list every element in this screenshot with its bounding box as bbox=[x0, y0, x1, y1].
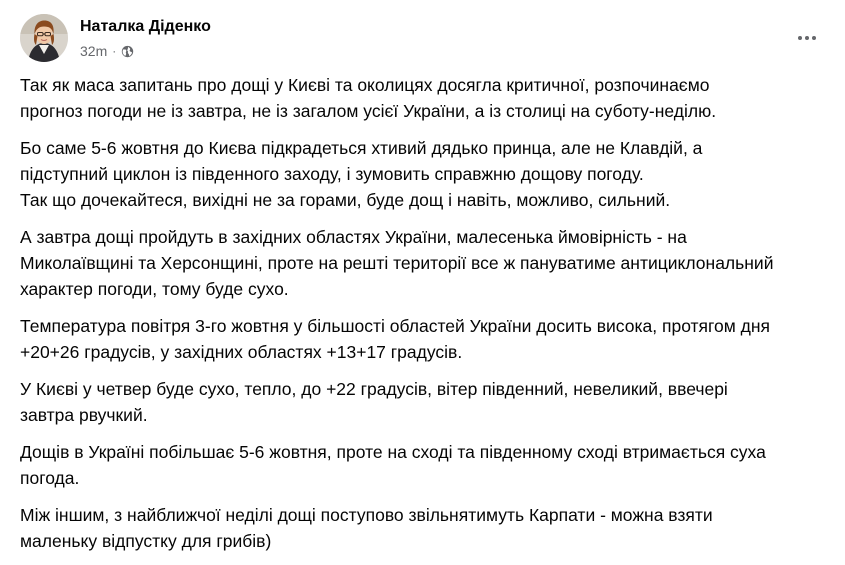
post-header bbox=[20, 14, 825, 62]
post-text bbox=[20, 72, 830, 565]
author-avatar[interactable] bbox=[20, 14, 68, 62]
meta-separator: · bbox=[112, 44, 117, 58]
post-text-line: А завтра дощі пройдуть в західних областях України, малесенька ймовірність - на bbox=[20, 227, 687, 247]
post-text-line: прогноз погоди не із завтра, не із загалом усієї України, а із столиці на суботу-неділю. bbox=[20, 101, 717, 121]
post-text-line: погода. bbox=[20, 468, 80, 488]
post-paragraph bbox=[20, 439, 830, 491]
post-paragraph bbox=[20, 224, 830, 302]
post-text-line: підступний циклон із південного заходу, і зумовить справжню дощову погоду. bbox=[20, 164, 644, 184]
post-text-line: Миколаївщині та Херсонщині, проте на решті території все ж пануватиме антициклональний bbox=[20, 253, 774, 273]
post-text-line: Температура повітря 3-го жовтня у більшості областей України досить висока, протягом дня bbox=[20, 316, 771, 336]
post-text-line: Між іншим, з найближчої неділі дощі поступово звільнятимуть Карпати - можна взяти bbox=[20, 505, 713, 525]
post-text-line: Дощів в Україні побільшає 5-6 жовтня, проте на сході та південному сході втримається суха bbox=[20, 442, 766, 462]
post-text-line: Бо саме 5-6 жовтня до Києва підкрадеться хтивий дядько принца, але не Клавдій, а bbox=[20, 138, 703, 158]
post-options-button[interactable] bbox=[789, 24, 825, 52]
post-timestamp[interactable]: 32m bbox=[80, 43, 108, 59]
post-paragraph bbox=[20, 502, 830, 554]
more-horizontal-icon bbox=[798, 36, 816, 40]
post-paragraph bbox=[20, 72, 830, 124]
post-text-line: У Києві у четвер буде сухо, тепло, до +22 градусів, вітер південний, невеликий, ввечері bbox=[20, 379, 728, 399]
post-text-line: завтра рвучкий. bbox=[20, 405, 148, 425]
post-text-line: маленьку відпустку для грибів) bbox=[20, 531, 272, 551]
post-text-line: Так що дочекайтеся, вихідні не за горами, буде дощ і навіть, можливо, сильний. bbox=[20, 190, 671, 210]
post-paragraph bbox=[20, 313, 830, 365]
post-meta bbox=[80, 42, 134, 60]
post-paragraph bbox=[20, 376, 830, 428]
author-name[interactable]: Наталка Діденко bbox=[80, 18, 211, 35]
post-text-line: характер погоди, тому буде сухо. bbox=[20, 279, 289, 299]
post-text-line: Так як маса запитань про дощі у Києві та околицях досягла критичної, розпочинаємо bbox=[20, 75, 710, 95]
post-paragraph bbox=[20, 135, 830, 213]
avatar-photo-icon bbox=[20, 14, 68, 62]
post-text-line: +20+26 градусів, у західних областях +13+17 градусів. bbox=[20, 342, 463, 362]
globe-icon[interactable] bbox=[121, 45, 134, 58]
